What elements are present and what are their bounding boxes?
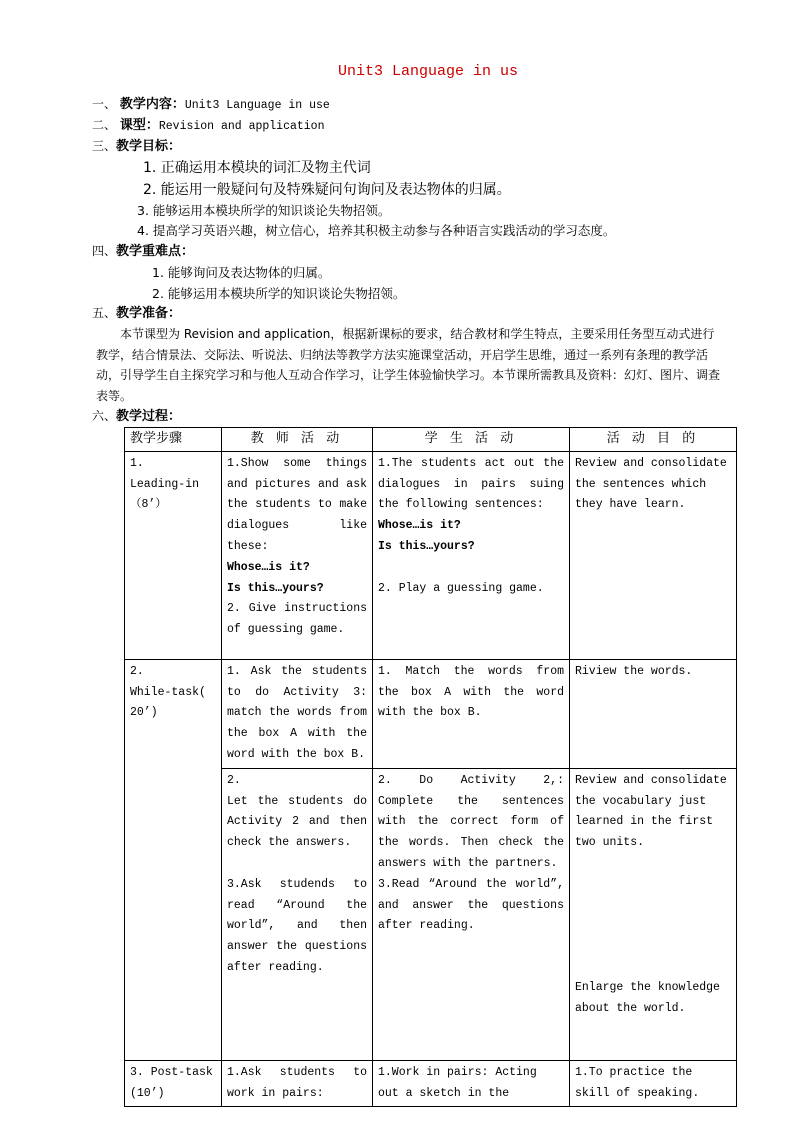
purpose-cell: 1.To practice the skill of speaking. bbox=[570, 1060, 737, 1107]
student-cell: 1.The students act out the dialogues in pairs suing the following sentences: Whose…is it? Is this…yours? 2. Play a guessing game. bbox=[373, 451, 570, 659]
document-title: Unit3 Language in us bbox=[337, 63, 519, 80]
purpose-cell: Riview the words. bbox=[570, 659, 737, 768]
header-teacher: 教 师 活 动 bbox=[222, 428, 373, 452]
section-lesson-type: 二、 课型：Revision and application bbox=[92, 118, 325, 133]
step-cell: 1. Leading-in （8’） bbox=[125, 451, 222, 659]
teacher-cell: 2. Let the students do Activity 2 and then check the answers. 3.Ask studends to read “Around the world”, and then answer the questions after reading. bbox=[222, 768, 373, 1060]
keypoint-item: 1. 能够询问及表达物体的归属。 bbox=[152, 265, 331, 280]
table-header-row bbox=[125, 428, 737, 452]
student-cell: 2. Do Activity 2,: Complete the sentences with the correct form of the words. Then check the answers with the partners. 3.Read “Around the world”, and answer the questions after reading. bbox=[373, 768, 570, 1060]
prep-paragraph: 本节课型为 Revision and application，根据新课标的要求，结合教材和学生特点，主要采用任务型互动式进行教学，结合情景法、交际法、听说法、归纳法等教学方法实施课堂活动，开启学生思维，通过一系列有条理的教学活动，引导学生自主探究学习和与他人互动合作学习，让学生体验愉快学习。本节课所需教具及资料：幻灯、图片、调查表等。 bbox=[96, 327, 721, 403]
keypoint-item: 2. 能够运用本模块所学的知识谈论失物招领。 bbox=[152, 286, 406, 301]
step-cell: 3. Post-task (10’) bbox=[125, 1060, 222, 1107]
student-cell: 1.Work in pairs: Acting out a sketch in the bbox=[373, 1060, 570, 1107]
table-row bbox=[125, 1060, 737, 1107]
teacher-cell: 1. Ask the students to do Activity 3: match the words from the box A with the word with the box B. bbox=[222, 659, 373, 768]
table-row bbox=[125, 451, 737, 659]
goal-item: 4. 提高学习英语兴趣，树立信心，培养其积极主动参与各种语言实践活动的学习态度。 bbox=[137, 223, 616, 238]
table-row bbox=[125, 659, 737, 768]
teacher-cell: 1.Show some things and pictures and ask the students to make dialogues like these: Whose…is it? Is this…yours? 2. Give instructions of guessing game. bbox=[222, 451, 373, 659]
student-cell: 1. Match the words from the box A with the word with the box B. bbox=[373, 659, 570, 768]
section-prep-heading: 五、教学准备： bbox=[92, 306, 182, 321]
purpose-cell: Review and consolidate the sentences which they have learn. bbox=[570, 451, 737, 659]
header-step: 教学步骤 bbox=[125, 428, 222, 452]
section-goals-heading: 三、教学目标： bbox=[92, 139, 182, 154]
header-purpose: 活 动 目 的 bbox=[570, 428, 737, 452]
section-content: 一、 教学内容：Unit3 Language in use bbox=[92, 97, 330, 112]
header-student: 学 生 活 动 bbox=[373, 428, 570, 452]
purpose-cell: Review and consolidate the vocabulary just learned in the first two units. Enlarge the knowledge about the world. bbox=[570, 768, 737, 1060]
goal-item: 1. 正确运用本模块的词汇及物主代词 bbox=[143, 160, 371, 176]
step-cell: 2. While-task( 20’) bbox=[125, 659, 222, 1060]
section-keypoints-heading: 四、教学重难点： bbox=[92, 244, 195, 259]
teaching-process-table bbox=[124, 427, 737, 1107]
section-process-heading: 六、教学过程： bbox=[92, 409, 182, 424]
goal-item: 3. 能够运用本模块所学的知识谈论失物招领。 bbox=[137, 203, 391, 218]
teacher-cell: 1.Ask students to work in pairs: bbox=[222, 1060, 373, 1107]
goal-item: 2. 能运用一般疑问句及特殊疑问句询问及表达物体的归属。 bbox=[143, 182, 511, 198]
